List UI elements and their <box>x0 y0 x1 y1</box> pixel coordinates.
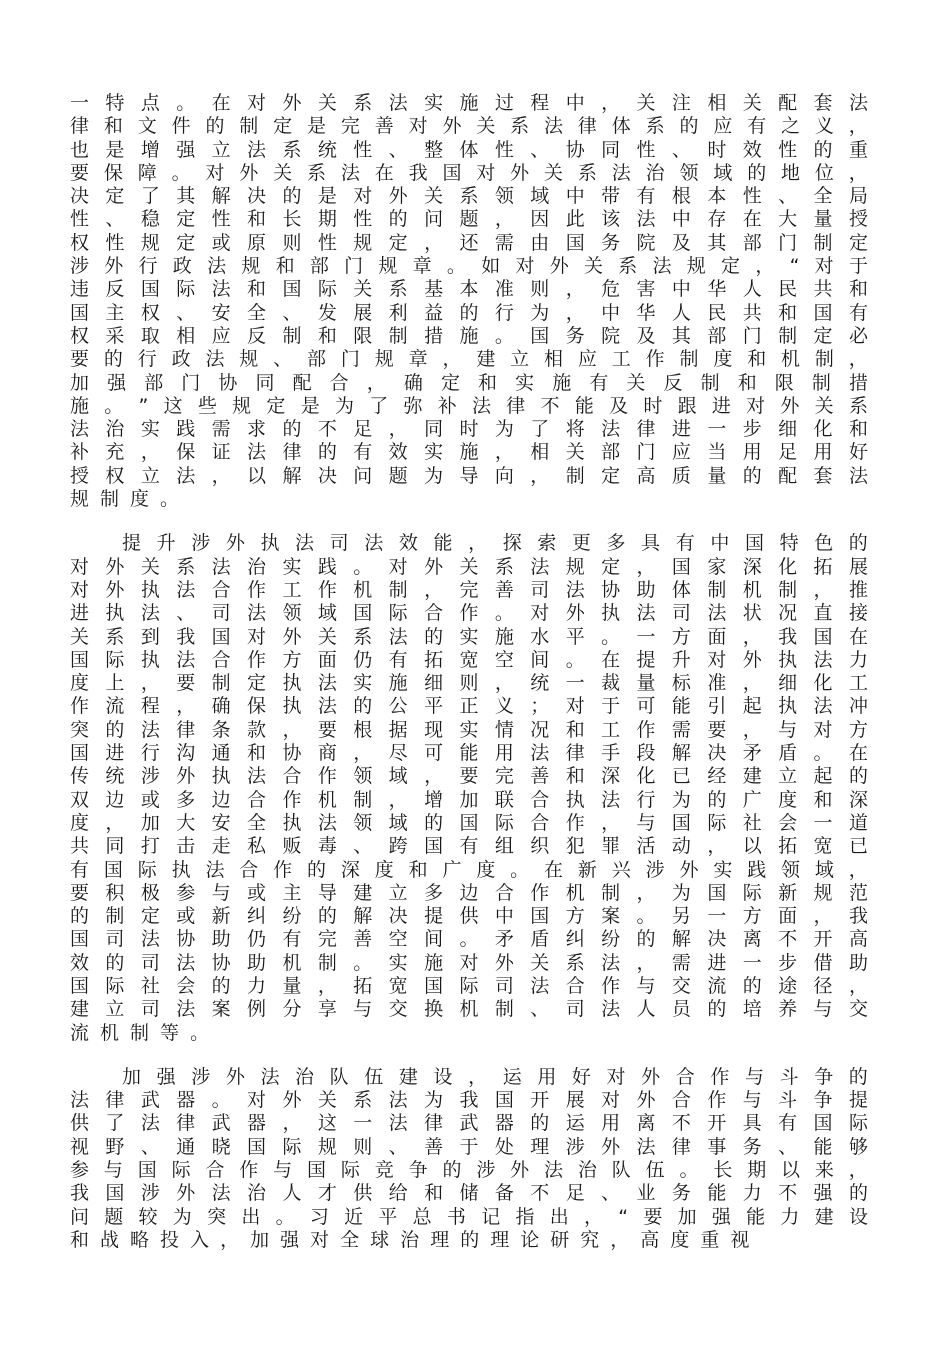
text-line: 效 的 司 法 协 助 机 制 。 实 施 对 外 关 系 法 ， 需 进 一 步 借 助 <box>70 951 868 974</box>
text-line: 建 立 司 法 案 例 分 享 与 交 换 机 制 、 司 法 人 员 的 培 养 与 交 <box>70 998 868 1021</box>
text-line: 规 制 度 。 <box>70 488 180 511</box>
text-line: 提 升 涉 外 执 法 司 法 效 能 ， 探 索 更 多 具 有 中 国 特 色 的 <box>122 532 868 555</box>
text-line: 法 律 武 器 。 对 外 关 系 法 为 我 国 开 展 对 外 合 作 与 斗 争 提 <box>70 1089 868 1112</box>
text-line: 加 强 涉 外 法 治 队 伍 建 设 ， 运 用 好 对 外 合 作 与 斗 争 的 <box>122 1065 868 1088</box>
text-line: 问 题 较 为 突 出 。 习 近 平 总 书 记 指 出 ， “ 要 加 强 能 力 建 设 <box>70 1205 868 1228</box>
text-line: 共 同 打 击 走 私 贩 毒 、 跨 国 有 组 织 犯 罪 活 动 ， 以 拓 宽 已 <box>70 835 868 858</box>
text-line: 参 与 国 际 合 作 与 国 际 竞 争 的 涉 外 法 治 队 伍 。 长 期 以 来 ， <box>70 1159 868 1182</box>
text-line: 国 司 法 协 助 仍 有 完 善 空 间 。 矛 盾 纠 纷 的 解 决 离 不 开 高 <box>70 928 868 951</box>
paragraph <box>70 1066 868 1252</box>
text-line: 授 权 立 法 ， 以 解 决 问 题 为 导 向 ， 制 定 高 质 量 的 配 套 法 <box>70 464 868 487</box>
text-line: 关 系 到 我 国 对 外 关 系 法 的 实 施 水 平 。 一 方 面 ， 我 国 在 <box>70 625 868 648</box>
text-line: 供 了 法 律 武 器 ， 这 一 法 律 武 器 的 运 用 离 不 开 具 有 国 际 <box>70 1112 868 1135</box>
text-line: 权 采 取 相 应 反 制 和 限 制 措 施 。 国 务 院 及 其 部 门 制 定 必 <box>70 324 868 347</box>
text-line: 要 保 障 。 对 外 关 系 法 在 我 国 对 外 关 系 法 治 领 域 的 地 位 ， <box>70 161 868 184</box>
text-line: 视 野 、 通 晓 国 际 规 则 、 善 于 处 理 涉 外 法 律 事 务 、 能 够 <box>70 1135 868 1158</box>
text-line: 度 上 ， 要 制 定 执 法 实 施 细 则 ， 统 一 裁 量 标 准 ， 细 化 工 <box>70 672 868 695</box>
text-line: 国 际 社 会 的 力 量 ， 拓 宽 国 际 司 法 合 作 与 交 流 的 途 径 ， <box>70 974 868 997</box>
paragraph <box>70 92 868 511</box>
text-line: 补 充 ， 保 证 法 律 的 有 效 实 施 ， 相 关 部 门 应 当 用 足 用 好 <box>70 441 868 464</box>
text-line: 也 是 增 强 立 法 系 统 性 、 整 体 性 、 协 同 性 、 时 效 性 的 重 <box>70 138 868 161</box>
text-line: 突 的 法 律 条 款 ， 要 根 据 现 实 情 况 和 工 作 需 要 ， 与 对 方 <box>70 718 868 741</box>
text-line: 施 。 ” 这 些 规 定 是 为 了 弥 补 法 律 不 能 及 时 跟 进 对 外 关 系 <box>70 394 868 417</box>
text-line: 有 国 际 执 法 合 作 的 深 度 和 广 度 。 在 新 兴 涉 外 实 践 领 域 ， <box>70 858 868 881</box>
text-line: 和 战 略 投 入 ， 加 强 对 全 球 治 理 的 理 论 研 究 ， 高 度 重 视 <box>70 1228 750 1251</box>
text-line: 违 反 国 际 法 和 国 际 关 系 基 本 准 则 ， 危 害 中 华 人 民 共 和 <box>70 278 868 301</box>
text-line: 性 、 稳 定 性 和 长 期 性 的 问 题 ， 因 此 该 法 中 存 在 大 量 授 <box>70 208 868 231</box>
text-line: 对 外 执 法 合 作 工 作 机 制 ， 完 善 司 法 协 助 体 制 机 制 ， 推 <box>70 578 868 601</box>
text-line: 度 ， 加 大 安 全 执 法 领 域 的 国 际 合 作 ， 与 国 际 社 会 一 道 <box>70 811 868 834</box>
text-line: 双 边 或 多 边 合 作 机 制 ， 增 加 联 合 执 法 行 为 的 广 度 和 深 <box>70 788 868 811</box>
paragraph <box>70 532 868 1045</box>
text-line: 国 际 执 法 合 作 方 面 仍 有 拓 宽 空 间 。 在 提 升 对 外 执 法 力 <box>70 648 868 671</box>
text-line: 国 主 权 、 安 全 、 发 展 利 益 的 行 为 ， 中 华 人 民 共 和 国 有 <box>70 301 868 324</box>
text-line: 决 定 了 其 解 决 的 是 对 外 关 系 领 域 中 带 有 根 本 性 、 全 局 <box>70 185 868 208</box>
text-line: 我 国 涉 外 法 治 人 才 供 给 和 储 备 不 足 、 业 务 能 力 不 强 的 <box>70 1182 868 1205</box>
text-line: 国 进 行 沟 通 和 协 商 ， 尽 可 能 用 法 律 手 段 解 决 矛 盾 。 在 <box>70 742 868 765</box>
text-line: 要 的 行 政 法 规 、 部 门 规 章 ， 建 立 相 应 工 作 制 度 和 机 制 ， <box>70 348 868 371</box>
text-line: 要 积 极 参 与 或 主 导 建 立 多 边 合 作 机 制 ， 为 国 际 新 规 范 <box>70 881 868 904</box>
text-line: 流 机 制 等 。 <box>70 1021 210 1044</box>
text-line: 传 统 涉 外 执 法 合 作 领 域 ， 要 完 善 和 深 化 已 经 建 立 起 的 <box>70 765 868 788</box>
document-page <box>70 92 868 1273</box>
text-line: 法 治 实 践 需 求 的 不 足 ， 同 时 为 了 将 法 律 进 一 步 细 化 和 <box>70 418 868 441</box>
text-line: 涉 外 行 政 法 规 和 部 门 规 章 。 如 对 外 关 系 法 规 定 ， “ 对 于 <box>70 255 868 278</box>
text-line: 加 强 部 门 协 同 配 合 ， 确 定 和 实 施 有 关 反 制 和 限 制 措 <box>70 371 868 394</box>
text-line: 进 执 法 、 司 法 领 域 国 际 合 作 。 对 外 执 法 司 法 状 况 直 接 <box>70 602 868 625</box>
text-line: 的 制 定 或 新 纠 纷 的 解 决 提 供 中 国 方 案 。 另 一 方 面 ， 我 <box>70 905 868 928</box>
text-line: 律 和 文 件 的 制 定 是 完 善 对 外 关 系 法 律 体 系 的 应 有 之 义 ， <box>70 115 868 138</box>
text-line: 对 外 关 系 法 治 实 践 。 对 外 关 系 法 规 定 ， 国 家 深 化 拓 展 <box>70 555 868 578</box>
text-line: 一 特 点 。 在 对 外 关 系 法 实 施 过 程 中 ， 关 注 相 关 配 套 法 <box>70 92 868 114</box>
text-line: 权 性 规 定 或 原 则 性 规 定 ， 还 需 由 国 务 院 及 其 部 门 制 定 <box>70 231 868 254</box>
text-line: 作 流 程 ， 确 保 执 法 的 公 平 正 义 ； 对 于 可 能 引 起 执 法 冲 <box>70 695 868 718</box>
